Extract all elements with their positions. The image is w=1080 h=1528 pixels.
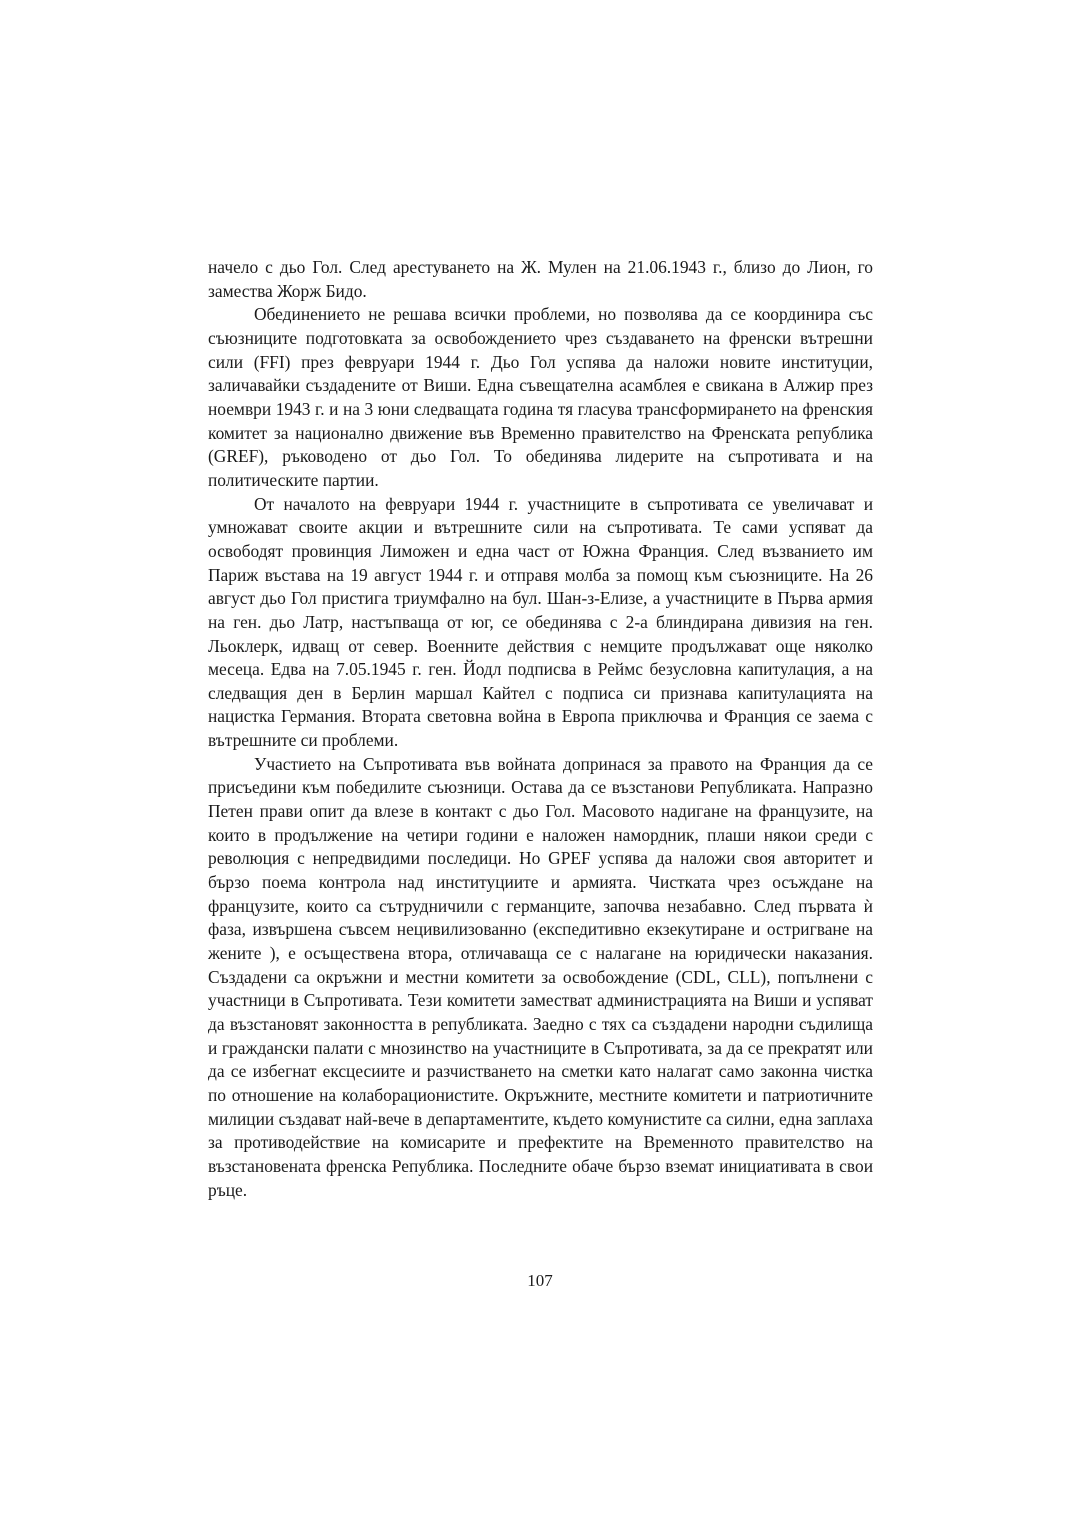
paragraph-3: От началото на февруари 1944 г. участниците в съпротивата се увеличават и умножават своите акции и вътрешните сили на съпротивата. Те сами успяват да освободят провинция Лиможен и една част от Южна Франция. След възванието им Париж въстава на 19 август 1944 г. и отправя молба за помощ към съюзниците. На 26 август дьо Гол пристига триумфално на бул. Шан-з-Елизе, а участниците в Първа армия на ген. дьо Латр, настъпваща от юг, се обединява с 2-а блиндирана дивизия на ген. Льоклерк, идващ от север. Военните действия с немците продължават още няколко месеца. Едва на 7.05.1945 г. ген. Йодл подписва в Реймс безусловна капитулация, а на следващия ден в Берлин маршал Кайтел с подписа си признава капитулацията на нацистка Германия. Втората световна война в Европа приключва и Франция се заема с вътрешните си проблеми.: [208, 493, 873, 751]
paragraph-1: начело с дьо Гол. След арестуването на Ж. Мулен на 21.06.1943 г., близо до Лион, го замества Жорж Бидо.: [208, 257, 873, 301]
paragraph-4: Участието на Съпротивата във войната допринася за правото на Франция да се присъедини към победилите съюзници. Остава да се възстанови Републиката. Напразно Петен прави опит да влезе в контакт с дьо Гол. Масовото надигане на французите, на които в продължение на четири години е наложен намордник, плаши някои среди с революция с непредвидими последици. Но GPEF успява да наложи своя авторитет и бързо поема контрола над институциите и армията. Чистката чрез осъждане на французите, които са сътрудничили с германците, започва незабавно. След първата ѝ фаза, извършена съвсем нецивилизованно (експедитивно екзекутиране и остригване на жените ), е осъществена втора, отличаваща се с налагане на юридически наказания. Създадени са окръжни и местни комитети за освобождение (CDL, CLL), попълнени с участници в Съпротивата. Тези комитети заместват администрацията на Виши и успяват да възстановят законността в републиката. Заедно с тях са създадени народни съдилища и граждански палати с мнозинство на участниците в Съпротивата, за да се прекратят или да се избегнат ексцесиите и разчистването на сметки като налагат само законна чистка по отношение на колаборационистите. Окръжните, местните комитети и патриотичните милиции създават най-вече в департаментите, където комунистите са силни, една заплаха за противодействие на комисарите и префектите на Временното правителство на възстановената френска Република. Последните обаче бързо вземат инициативата в свои ръце.: [208, 753, 873, 1200]
body-text: [208, 256, 873, 1202]
paragraph-2: Обединението не решава всички проблеми, но позволява да се координира със съюзниците подготовката за освобождението чрез създаването на френски вътрешни сили (FFI) през февруари 1944 г. Дьо Гол успява да наложи новите институции, заличавайки създадените от Виши. Една съвещателна асамблея е свикана в Алжир през ноември 1943 г. и на 3 юни следващата година тя гласува трансформирането на френския комитет за национално движение във Временно правителство на Френската република (GREF), ръководено от дьо Гол. То обединява лидерите на съпротивата и на политическите партии.: [208, 304, 873, 490]
page-number: 107: [527, 1271, 553, 1290]
